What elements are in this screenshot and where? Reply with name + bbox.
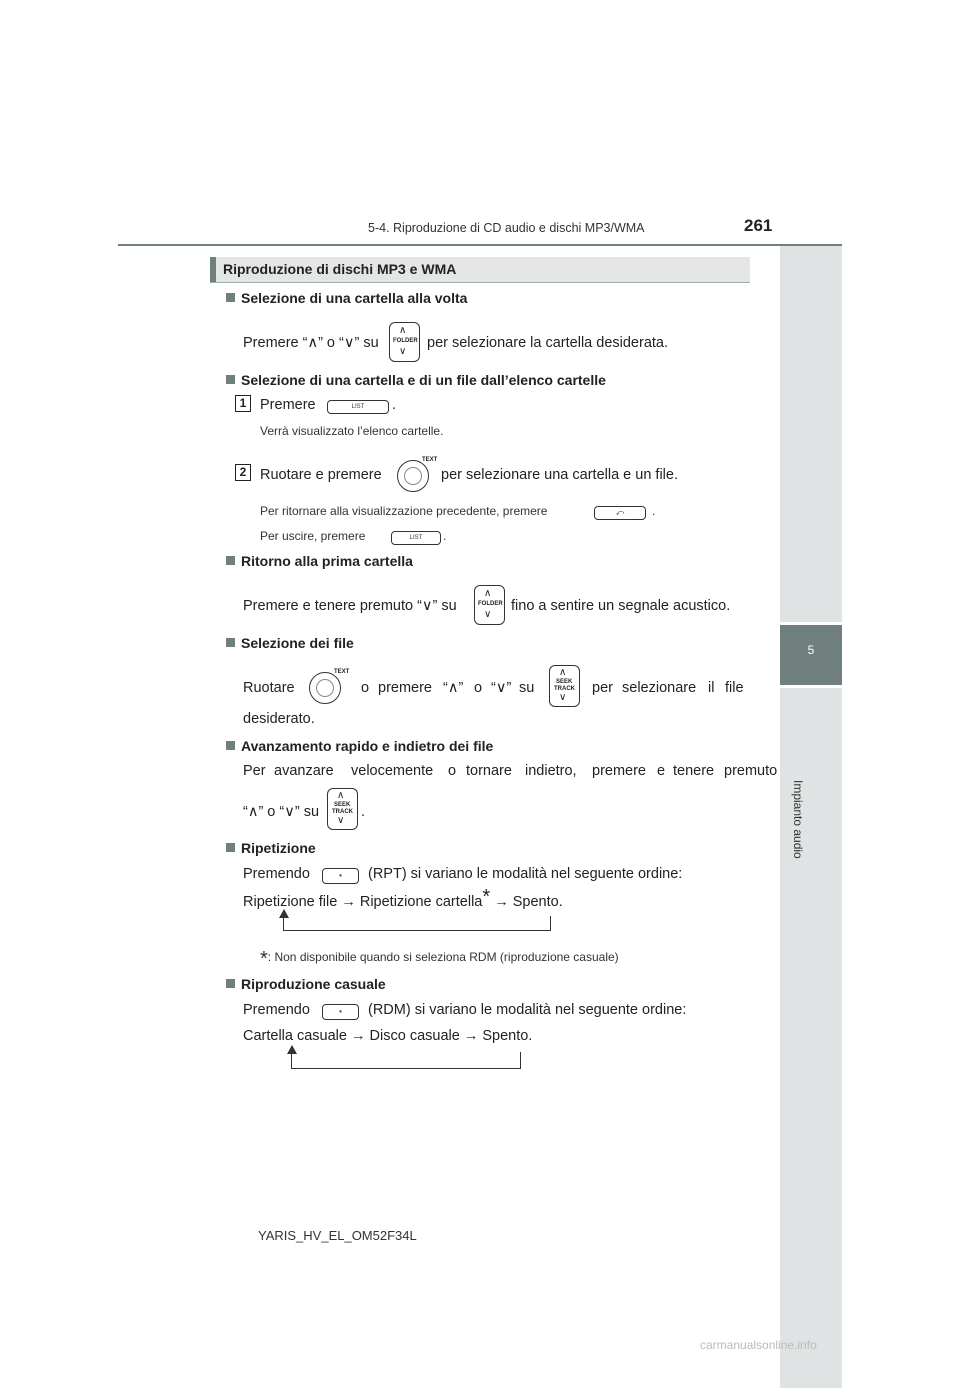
back-button-icon: ⤺ bbox=[594, 506, 646, 520]
text: il bbox=[708, 680, 715, 696]
header-rule bbox=[118, 244, 842, 246]
text: tenere bbox=[673, 763, 715, 779]
text: Premendo bbox=[243, 1002, 310, 1018]
side-tab-label: Impianto audio bbox=[791, 780, 805, 859]
cycle-arrow-head-icon bbox=[279, 909, 289, 918]
heading-random: Riproduzione casuale bbox=[226, 976, 386, 992]
note: . bbox=[652, 504, 656, 518]
document-code: YARIS_HV_EL_OM52F34L bbox=[258, 1228, 417, 1243]
text: Per bbox=[243, 763, 266, 779]
square-bullet-icon bbox=[226, 375, 235, 384]
text: premere bbox=[592, 763, 646, 779]
page-number: 261 bbox=[744, 216, 773, 235]
text: . bbox=[361, 804, 366, 820]
cycle-arrow-line bbox=[283, 916, 551, 931]
folder-button-icon: ∧ FOLDER ∨ bbox=[474, 585, 505, 625]
text: (RPT) si variano le modalità nel seguente ordine: bbox=[368, 866, 683, 882]
side-tab-top bbox=[780, 246, 842, 622]
text: “∧” o “∨” su bbox=[243, 804, 320, 820]
footnote: *: Non disponibile quando si seleziona RDM (riproduzione casuale) bbox=[260, 948, 619, 970]
list-button-icon: LIST bbox=[391, 531, 441, 545]
note: Per ritornare alla visualizzazione precedente, premere bbox=[260, 504, 548, 518]
cycle-arrow-line bbox=[291, 1052, 521, 1069]
text: selezionare bbox=[622, 680, 697, 696]
rdm-button-icon: • bbox=[322, 1004, 359, 1020]
square-bullet-icon bbox=[226, 741, 235, 750]
side-tab-number: 5 bbox=[807, 643, 815, 657]
heading-folder-one: Selezione di una cartella alla volta bbox=[226, 290, 467, 306]
text: per bbox=[592, 680, 613, 696]
step-number: 1 bbox=[235, 395, 251, 412]
text: velocemente bbox=[351, 763, 434, 779]
text: Premere “∧” o “∨” su bbox=[243, 335, 379, 351]
heading-repeat: Ripetizione bbox=[226, 840, 316, 856]
heading-first-folder: Ritorno alla prima cartella bbox=[226, 553, 413, 569]
title-mark bbox=[210, 257, 216, 282]
text: . bbox=[392, 397, 397, 413]
side-tab-chapter[interactable] bbox=[780, 625, 842, 685]
note: Per uscire, premere bbox=[260, 529, 366, 543]
knob-label: TEXT bbox=[422, 457, 438, 463]
heading-folder-list: Selezione di una cartella e di un file dall’elenco cartelle bbox=[226, 372, 606, 388]
note: Verrà visualizzato l’elenco cartelle. bbox=[260, 424, 444, 438]
seek-track-button-icon: ∧ SEEK TRACK ∨ bbox=[549, 665, 580, 707]
text: o bbox=[361, 680, 370, 696]
knob-label: TEXT bbox=[334, 669, 350, 675]
list-button-icon: LIST bbox=[327, 400, 389, 414]
square-bullet-icon bbox=[226, 293, 235, 302]
step-number: 2 bbox=[235, 464, 251, 481]
text: avanzare bbox=[274, 763, 334, 779]
text: desiderato. bbox=[243, 711, 315, 727]
text-knob-icon bbox=[309, 672, 341, 704]
text: o bbox=[474, 680, 483, 696]
section-title-bar bbox=[210, 257, 750, 283]
text: tornare bbox=[466, 763, 512, 779]
square-bullet-icon bbox=[226, 843, 235, 852]
text: su bbox=[519, 680, 535, 696]
text: premere bbox=[378, 680, 432, 696]
text-knob-icon bbox=[397, 460, 429, 492]
text: e bbox=[657, 763, 666, 779]
text: Ripetizione file → Ripetizione cartella* → Spento. bbox=[243, 886, 563, 910]
text: o bbox=[448, 763, 457, 779]
square-bullet-icon bbox=[226, 556, 235, 565]
note: . bbox=[443, 529, 447, 543]
text: Premere bbox=[260, 397, 316, 413]
heading-fast-forward: Avanzamento rapido e indietro dei file bbox=[226, 738, 493, 754]
cycle-arrow-head-icon bbox=[287, 1045, 297, 1054]
watermark: carmanualsonline.info bbox=[700, 1338, 817, 1352]
text: per selezionare la cartella desiderata. bbox=[427, 335, 668, 351]
text: “∧” bbox=[443, 680, 464, 696]
text: Premere e tenere premuto “∨” su bbox=[243, 598, 457, 614]
seek-track-button-icon: ∧ SEEK TRACK ∨ bbox=[327, 788, 358, 830]
square-bullet-icon bbox=[226, 638, 235, 647]
section-title: Riproduzione di dischi MP3 e WMA bbox=[223, 261, 457, 277]
text: “∨” bbox=[491, 680, 512, 696]
text: Ruotare e premere bbox=[260, 467, 382, 483]
text: (RDM) si variano le modalità nel seguente ordine: bbox=[368, 1002, 687, 1018]
text: file bbox=[725, 680, 744, 696]
folder-button-icon: ∧ FOLDER ∨ bbox=[389, 322, 420, 362]
square-bullet-icon bbox=[226, 979, 235, 988]
text: fino a sentire un segnale acustico. bbox=[511, 598, 731, 614]
text: premuto bbox=[724, 763, 778, 779]
heading-file-selection: Selezione dei file bbox=[226, 635, 354, 651]
section-heading: 5-4. Riproduzione di CD audio e dischi MP3/WMA bbox=[368, 221, 645, 235]
text: Ruotare bbox=[243, 680, 295, 696]
rpt-button-icon: • bbox=[322, 868, 359, 884]
text: per selezionare una cartella e un file. bbox=[441, 467, 678, 483]
text: Cartella casuale → Disco casuale → Spento. bbox=[243, 1028, 533, 1044]
text: Premendo bbox=[243, 866, 310, 882]
text: indietro, bbox=[525, 763, 577, 779]
